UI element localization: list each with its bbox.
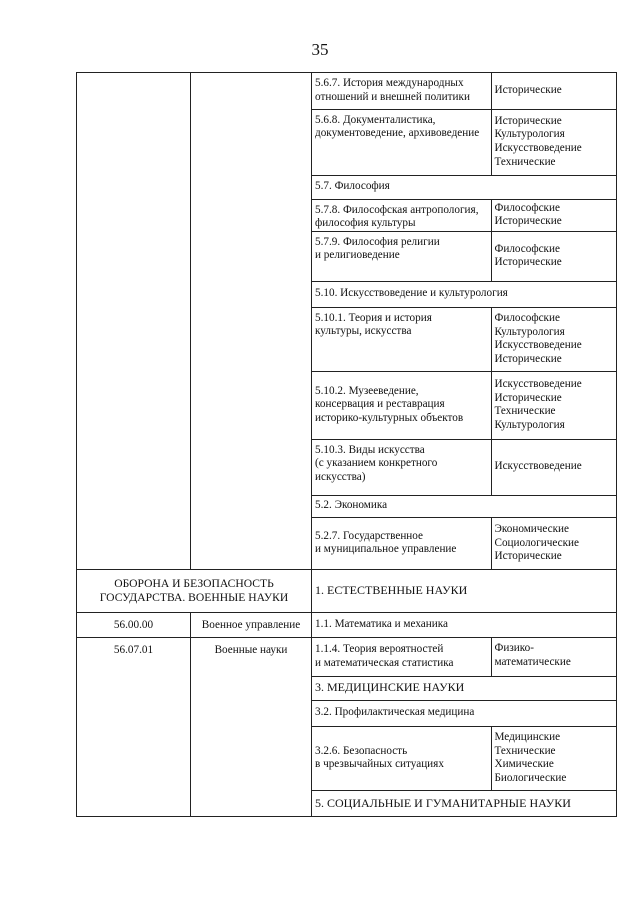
specialty-group-heading: 1. ЕСТЕСТВЕННЫЕ НАУКИ bbox=[315, 583, 468, 598]
specialty-group-heading: 5.2. Экономика bbox=[312, 495, 616, 517]
table-row bbox=[77, 570, 617, 613]
table-row bbox=[77, 73, 617, 570]
specialty-subtable bbox=[312, 73, 616, 569]
program-code-cell: 56.07.01 bbox=[77, 638, 191, 817]
specialty-subtable bbox=[312, 570, 616, 612]
scientific-specialties-cell bbox=[312, 613, 617, 638]
specialty-name: 5.7.9. Философия религии и религиоведение bbox=[312, 231, 491, 281]
specialty-name: 5.7.8. Философская антропология, философия культуры bbox=[312, 199, 491, 231]
science-branches: Искусствоведение bbox=[491, 439, 616, 495]
scientific-specialties-cell bbox=[312, 638, 617, 817]
specialty-name: 5.6.8. Документалистика, документоведение, архивоведение bbox=[312, 109, 491, 175]
specialty-subtable bbox=[312, 638, 616, 816]
science-branches: Исторические Культурология Искусствоведение Технические bbox=[491, 109, 616, 175]
specialty-group-heading: 5.10. Искусствоведение и культурология bbox=[312, 281, 616, 307]
science-branches: Философские Исторические bbox=[491, 199, 616, 231]
science-branches: Философские Культурология Искусствоведение Исторические bbox=[491, 307, 616, 371]
specialty-name: 5.10.3. Виды искусства (с указанием конкретного искусства) bbox=[312, 439, 491, 495]
table-row bbox=[77, 638, 617, 817]
table-row bbox=[77, 613, 617, 638]
specialty-table bbox=[76, 72, 617, 817]
specialty-name: 5.10.1. Теория и история культуры, искусства bbox=[312, 307, 491, 371]
program-name-cell bbox=[191, 73, 312, 570]
program-name-cell: Военное управление bbox=[191, 613, 312, 638]
specialty-group-heading: 3. МЕДИЦИНСКИЕ НАУКИ bbox=[312, 676, 616, 700]
specialty-name: 5.2.7. Государственное и муниципальное управление bbox=[312, 517, 491, 569]
program-code-cell: 56.00.00 bbox=[77, 613, 191, 638]
science-branches: Физико- математические bbox=[491, 638, 616, 676]
program-code-cell bbox=[77, 73, 191, 570]
page-number: 35 bbox=[311, 40, 329, 59]
specialty-name: 5.10.2. Музееведение, консервация и реставрация историко-культурных объектов bbox=[312, 371, 491, 439]
specialty-name: 1.1.4. Теория вероятностей и математическая статистика bbox=[312, 638, 491, 676]
specialty-name: 3.2.6. Безопасность в чрезвычайных ситуациях bbox=[312, 726, 491, 790]
specialty-subtable bbox=[312, 613, 616, 637]
specialty-group-heading: 1.1. Математика и механика bbox=[315, 618, 448, 631]
specialty-name: 5.6.7. История международных отношений и внешней политики bbox=[312, 73, 491, 109]
science-branches: Медицинские Технические Химические Биологические bbox=[491, 726, 616, 790]
science-branches: Искусствоведение Исторические Технические Культурология bbox=[491, 371, 616, 439]
scientific-specialties-cell bbox=[312, 73, 617, 570]
science-branches: Экономические Социологические Исторические bbox=[494, 523, 579, 563]
science-branches: Исторические bbox=[491, 73, 616, 109]
specialty-group-heading: 5.7. Философия bbox=[312, 175, 616, 199]
specialty-group-heading: 3.2. Профилактическая медицина bbox=[312, 700, 616, 726]
specialty-group-heading: 5. СОЦИАЛЬНЫЕ И ГУМАНИТАРНЫЕ НАУКИ bbox=[315, 795, 571, 810]
field-group-heading: ОБОРОНА И БЕЗОПАСНОСТЬ ГОСУДАРСТВА. ВОЕННЫЕ НАУКИ bbox=[77, 570, 312, 613]
program-name-cell: Военные науки bbox=[191, 638, 312, 817]
science-branches: Философские Исторические bbox=[491, 231, 616, 281]
scientific-specialties-cell bbox=[312, 570, 617, 613]
